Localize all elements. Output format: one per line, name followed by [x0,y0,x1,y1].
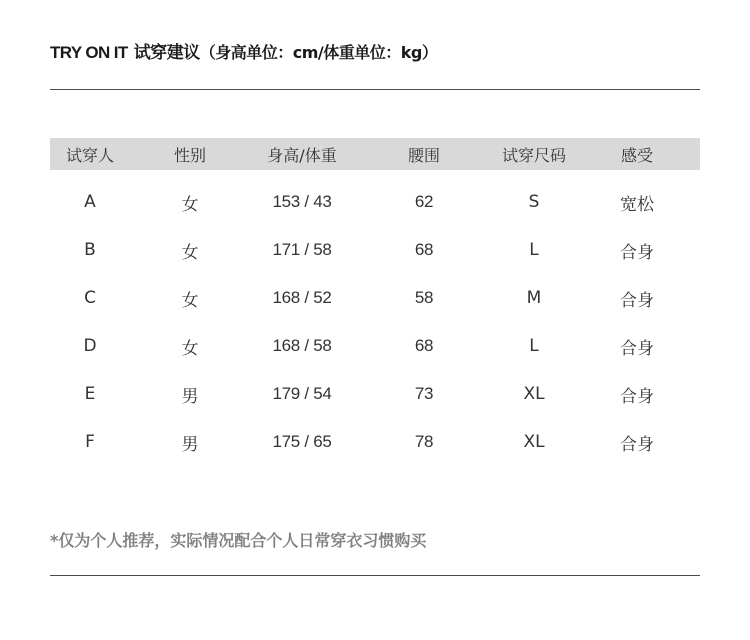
cell-tester: A [84,192,96,212]
title-brand: TRY ON IT [50,43,128,62]
page-title [50,38,437,63]
cell-height-weight: 179 / 54 [272,384,332,403]
cell-size: L [529,336,539,356]
cell-height-weight: 171 / 58 [272,240,332,259]
cell-tester: B [84,240,96,260]
cell-gender: 女 [181,194,199,215]
cell-size: XL [523,432,545,452]
table-body [50,170,700,466]
cell-feeling: 合身 [620,386,654,407]
cell-waist: 68 [414,336,434,355]
recommendation-note: *仅为个人推荐，实际情况配合个人日常穿衣习惯购买 [50,531,427,550]
cell-height-weight: 168 / 58 [272,336,332,355]
cell-size: L [529,240,539,260]
cell-gender: 男 [181,434,199,455]
table-row [50,226,700,274]
cell-tester: F [85,432,95,452]
header-waist: 腰围 [407,145,440,165]
title-unit-note: （身高单位：cm/体重单位：kg） [199,43,438,62]
cell-tester: D [83,336,97,356]
cell-size: S [528,192,540,212]
cell-size: M [526,288,542,308]
cell-gender: 女 [181,242,199,263]
title-text: 试穿建议 [133,43,200,63]
table-row [50,178,700,226]
cell-feeling: 合身 [620,242,654,263]
cell-height-weight: 175 / 65 [272,432,332,451]
table-row [50,322,700,370]
bottom-divider [50,575,700,576]
header-tester: 试穿人 [65,145,114,165]
header-height-weight: 身高/体重 [267,145,337,165]
cell-tester: C [84,288,96,308]
cell-height-weight: 168 / 52 [272,288,332,307]
cell-waist: 68 [414,240,434,259]
header-gender: 性别 [173,145,206,165]
size-table [50,138,700,466]
table-row [50,274,700,322]
cell-tester: E [84,384,96,404]
cell-feeling: 合身 [620,338,654,359]
table-row [50,370,700,418]
cell-gender: 男 [181,386,199,407]
table-row [50,418,700,466]
cell-feeling: 宽松 [620,194,654,215]
header-feeling: 感受 [620,145,653,165]
cell-waist: 73 [414,384,434,403]
cell-waist: 62 [414,192,434,211]
cell-waist: 58 [414,288,434,307]
cell-gender: 女 [181,338,199,359]
cell-height-weight: 153 / 43 [272,192,332,211]
cell-size: XL [523,384,545,404]
table-header [50,138,700,170]
header-size: 试穿尺码 [501,145,566,165]
cell-gender: 女 [181,290,199,311]
cell-feeling: 合身 [620,290,654,311]
cell-feeling: 合身 [620,434,654,455]
cell-waist: 78 [414,432,434,451]
top-divider [50,89,700,90]
